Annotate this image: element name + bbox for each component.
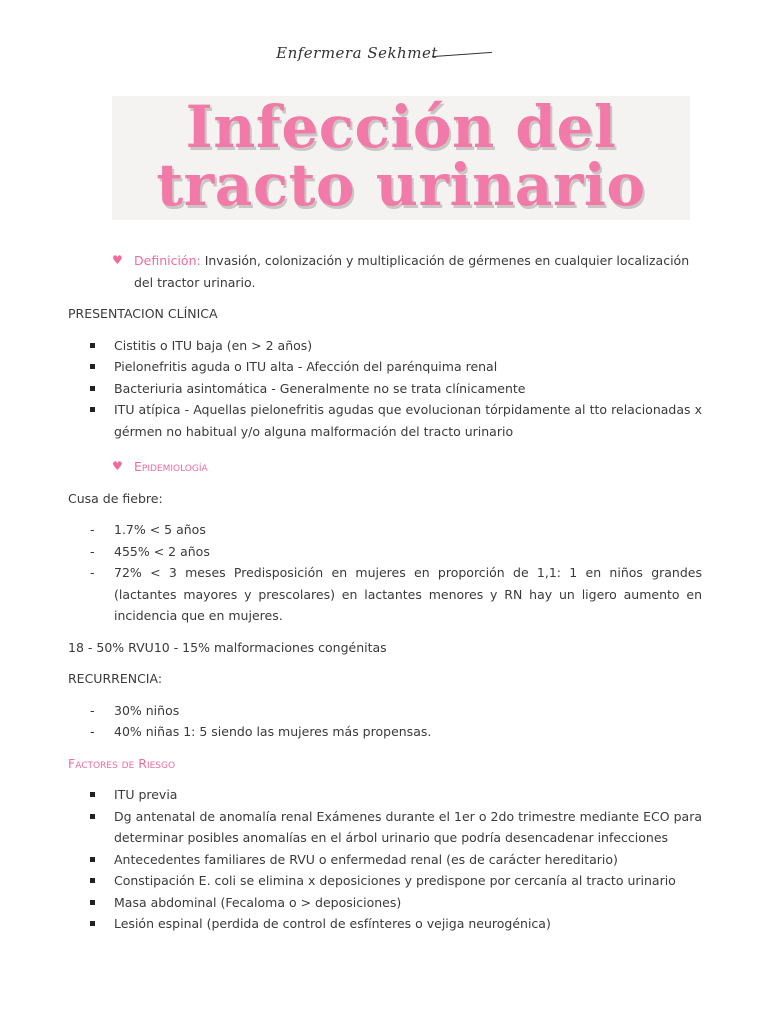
definition-text: Invasión, colonización y multiplicación de gérmenes en cualquier localización del tractor urinario.: [134, 253, 690, 290]
risk-factors-list: [68, 784, 702, 935]
list-item: - 40% niñas 1: 5 siendo las mujeres más propensas.: [68, 721, 702, 743]
list-item: ITU atípica - Aquellas pielonefritis agudas que evolucionan tórpidamente al tto relacionadas x gérmen no habitual y/o alguna malformación del tracto urinario: [68, 399, 702, 442]
list-item: Bacteriuria asintomática - Generalmente no se trata clínicamente: [68, 378, 702, 400]
list-item: Pielonefritis aguda o ITU alta - Afección del parénquima renal: [68, 356, 702, 378]
epidemiology-list: [68, 519, 702, 627]
definition-label: Definición:: [134, 253, 201, 268]
presentation-list: [68, 335, 702, 443]
epidemiology-heading: Epidemiología: [134, 459, 208, 474]
page-title: [112, 93, 690, 219]
presentation-heading: PRESENTACION CLÍNICA: [68, 306, 218, 321]
recurrence-list: [68, 700, 702, 743]
heart-bullet-icon: ♥: [112, 459, 123, 473]
signature-text: Enfermera Sekhmet: [276, 44, 438, 62]
list-item: Lesión espinal (perdida de control de esfínteres o vejiga neurogénica): [68, 913, 702, 935]
list-item: - 1.7% < 5 años: [68, 519, 702, 541]
epidemiology-heading-row: [68, 456, 702, 478]
recurrence-heading: RECURRENCIA:: [68, 671, 163, 686]
title-line-1: Infección del: [185, 93, 617, 161]
title-line-2: tracto urinario: [156, 151, 646, 219]
list-item: Dg antenatal de anomalía renal Exámenes durante el 1er o 2do trimestre mediante ECO para determinar posibles anomalías en el árbol urinario que podría desencadenar infecciones: [68, 806, 702, 849]
notes-body: [68, 250, 702, 935]
heart-bullet-icon: ♥: [112, 253, 123, 267]
list-item: ITU previa: [68, 784, 702, 806]
list-item: Cistitis o ITU baja (en > 2 años): [68, 335, 702, 357]
list-item: Constipación E. coli se elimina x deposiciones y predispone por cercanía al tracto urinario: [68, 870, 702, 892]
list-item: - 455% < 2 años: [68, 541, 702, 563]
list-item: Masa abdominal (Fecaloma o > deposiciones): [68, 892, 702, 914]
definition-text-wrap: [134, 250, 702, 293]
signature-underline: [432, 51, 492, 56]
list-item: Antecedentes familiares de RVU o enfermedad renal (es de carácter hereditario): [68, 849, 702, 871]
author-signature: [0, 44, 768, 62]
rvu-stat: 18 - 50% RVU10 - 15% malformaciones congénitas: [68, 639, 387, 655]
risk-factors-heading: Factores de Riesgo: [68, 755, 176, 771]
definition-block: [68, 250, 702, 293]
list-item: - 72% < 3 meses Predisposición en mujeres en proporción de 1,1: 1 en niños grandes (lactantes mayores y prescolares) en lactantes menores y RN hay un ligero aumento en incidencia que en mujeres.: [68, 562, 702, 627]
fever-intro: Cusa de fiebre:: [68, 490, 163, 506]
list-item: - 30% niños: [68, 700, 702, 722]
